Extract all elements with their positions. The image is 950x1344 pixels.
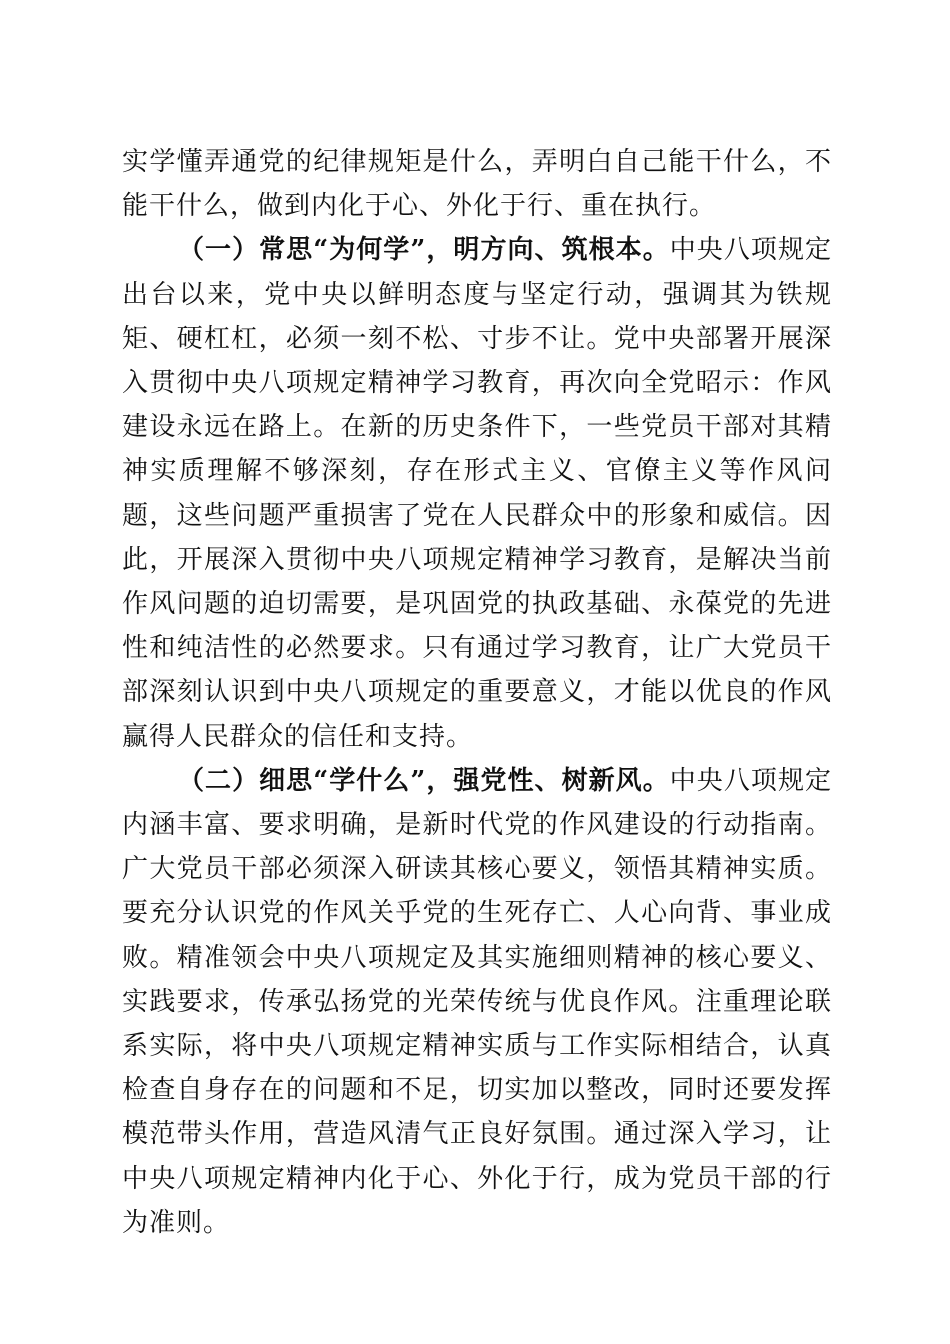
section-2-paragraph: [122, 759, 832, 1245]
section-1-paragraph: [122, 228, 832, 758]
document-page: [122, 140, 832, 1245]
section-1-heading: （一）常思“为何学”，明方向、筑根本。: [178, 235, 670, 266]
section-2-body: 中央八项规定内涵丰富、要求明确，是新时代党的作风建设的行动指南。广大党员干部必须深入研读其核心要义，领悟其精神实质。要充分认识党的作风关乎党的生死存亡、人心向背、事业成败。精准领会中央八项规定及其实施细则精神的核心要义、实践要求，传承弘扬党的光荣传统与优良作风。注重理论联系实际，将中央八项规定精神实质与工作实际相结合，认真检查自身存在的问题和不足，切实加以整改，同时还要发挥模范带头作用，营造风清气正良好氛围。通过深入学习，让中央八项规定精神内化于心、外化于行，成为党员干部的行为准则。: [122, 765, 832, 1238]
section-1-body: 中央八项规定出台以来，党中央以鲜明态度与坚定行动，强调其为铁规矩、硬杠杠，必须一刻不松、寸步不让。党中央部署开展深入贯彻中央八项规定精神学习教育，再次向全党昭示：作风建设永远在路上。在新的历史条件下，一些党员干部对其精神实质理解不够深刻，存在形式主义、官僚主义等作风问题，这些问题严重损害了党在人民群众中的形象和威信。因此，开展深入贯彻中央八项规定精神学习教育，是解决当前作风问题的迫切需要，是巩固党的执政基础、永葆党的先进性和纯洁性的必然要求。只有通过学习教育，让广大党员干部深刻认识到中央八项规定的重要意义，才能以优良的作风赢得人民群众的信任和支持。: [122, 235, 832, 752]
section-2-heading: （二）细思“学什么”，强党性、树新风。: [178, 765, 670, 796]
intro-paragraph: 实学懂弄通党的纪律规矩是什么，弄明白自己能干什么，不能干什么，做到内化于心、外化于行、重在执行。: [122, 147, 832, 222]
